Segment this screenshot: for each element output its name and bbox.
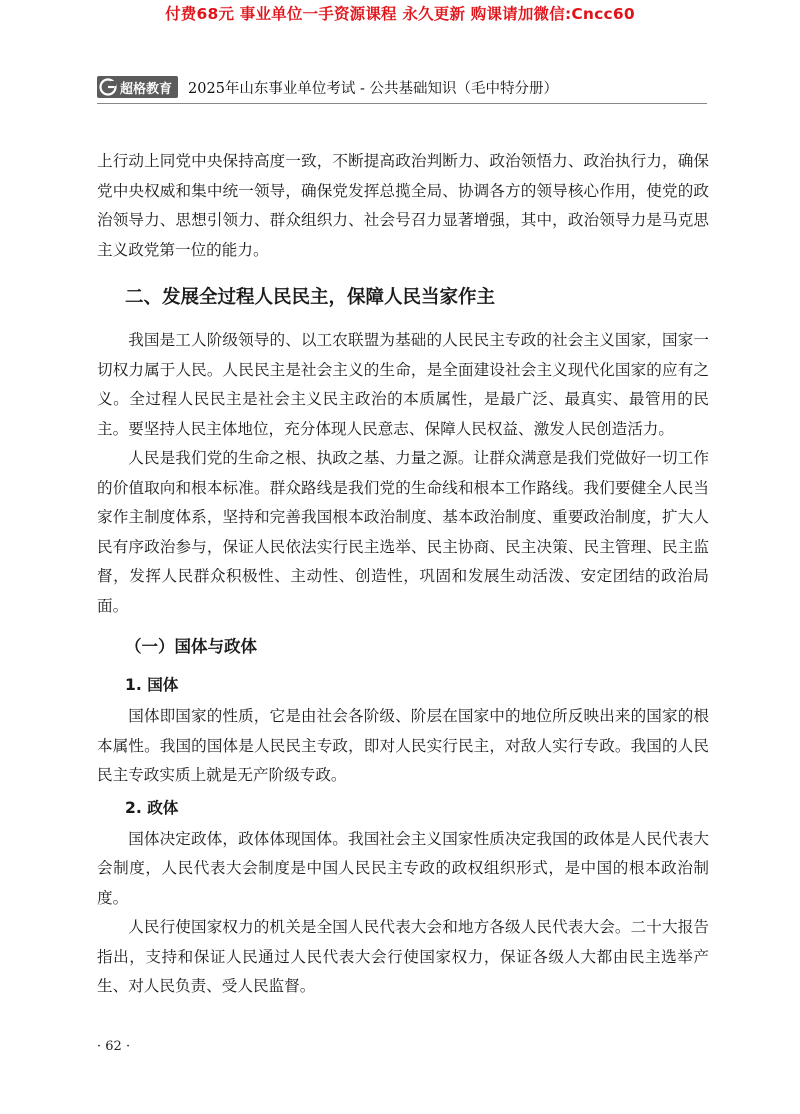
section-heading: 二、发展全过程人民民主，保障人民当家作主 xyxy=(125,287,496,308)
header-title: 2025年山东事业单位考试 - 公共基础知识（毛中特分册） xyxy=(188,80,559,97)
item-heading-guoti: 1. 国体 xyxy=(125,676,179,694)
brand-logo-icon xyxy=(99,78,117,96)
page-header xyxy=(97,75,558,99)
section-paragraph: 人民是我们党的生命之根、执政之基、力量之源。让群众满意是我们党做好一切工作的价值取向和根本标准。群众路线是我们党的生命线和根本工作路线。我们要健全人民当家作主制度体系，坚持和完善我国根本政治制度、基本政治制度、重要政治制度，扩大人民有序政治参与，保证人民依法实行民主选举、民主协商、民主决策、民主管理、民主监督，发挥人民群众积极性、主动性、创造性，巩固和发展生动活泼、安定团结的政治局面。 xyxy=(97,449,709,615)
guoti-paragraph: 国体即国家的性质，它是由社会各阶级、阶层在国家中的地位所反映出来的国家的根本属性。我国的国体是人民民主专政，即对人民实行民主，对敌人实行专政。我国的人民民主专政实质上就是无产阶级专政。 xyxy=(97,707,709,784)
section-paragraph: 我国是工人阶级领导的、以工农联盟为基础的人民民主专政的社会主义国家，国家一切权力属于人民。人民民主是社会主义的生命，是全面建设社会主义现代化国家的应有之义。全过程人民民主是社会主义民主政治的本质属性，是最广泛、最真实、最管用的民主。要坚持人民主体地位，充分体现人民意志、保障人民权益、激发人民创造活力。 xyxy=(97,331,709,438)
subsection-heading: （一）国体与政体 xyxy=(125,637,257,656)
intro-paragraph: 上行动上同党中央保持高度一致，不断提高政治判断力、政治领悟力、政治执行力，确保党中央权威和集中统一领导，确保党发挥总揽全局、协调各方的领导核心作用，使党的政治领导力、思想引领力、群众组织力、社会号召力显著增强，其中，政治领导力是马克思主义政党第一位的能力。 xyxy=(97,152,709,259)
page-content xyxy=(97,147,709,1002)
promo-banner: 付费68元 事业单位一手资源课程 永久更新 购课请加微信:Cncc60 xyxy=(165,5,635,23)
header-divider xyxy=(97,103,707,104)
brand-logo-text: 超格教育 xyxy=(120,81,173,97)
brand-logo xyxy=(97,76,178,98)
page-number: · 62 · xyxy=(97,1039,131,1054)
item-heading-zhengti: 2. 政体 xyxy=(125,798,179,817)
zhengti-paragraph: 国体决定政体，政体体现国体。我国社会主义国家性质决定我国的政体是人民代表大会制度，人民代表大会制度是中国人民民主专政的政权组织形式，是中国的根本政治制度。 xyxy=(97,829,709,907)
zhengti-paragraph: 人民行使国家权力的机关是全国人民代表大会和地方各级人民代表大会。二十大报告指出，支持和保证人民通过人民代表大会行使国家权力，保证各级人大都由民主选举产生、对人民负责、受人民监督。 xyxy=(97,918,709,995)
